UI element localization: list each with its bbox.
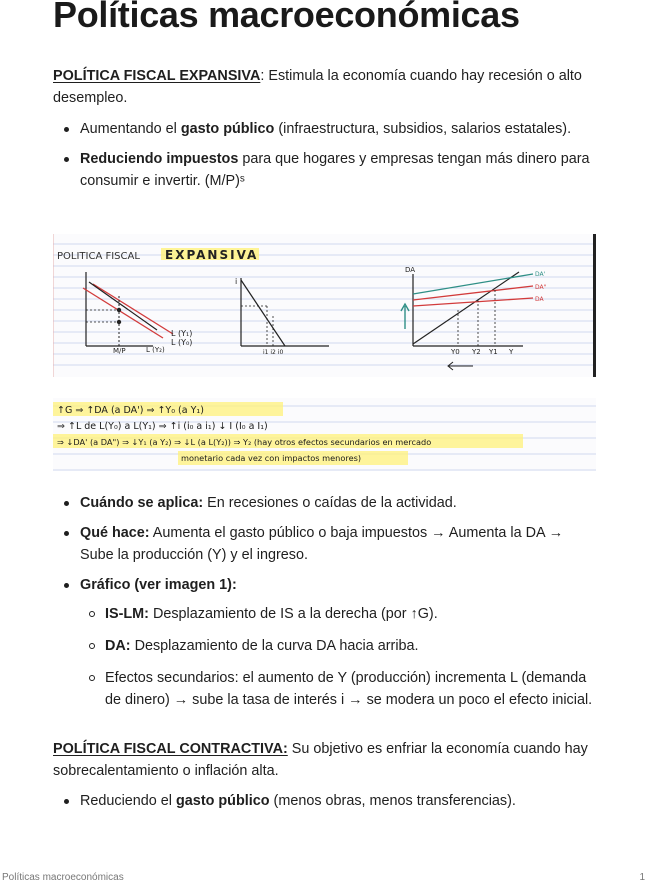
label-y2: Y2 — [472, 348, 481, 356]
label-yaxis: Y — [509, 348, 514, 356]
details-list — [80, 492, 600, 596]
bullet-text: Efectos secundarios: el aumento de Y (producción) incrementa L (demanda de dinero) → sube la tasa de interés i → se modera un poco el efecto inicial. — [105, 670, 593, 708]
label-da2: DA" — [535, 284, 547, 291]
list-item — [80, 522, 600, 566]
label-y0: Y0 — [451, 348, 460, 356]
list-item — [105, 667, 595, 711]
bullet-text: Aumenta el gasto público o baja impuestos → Aumenta la DA → Sube la producción (Y) y el ingreso. — [80, 525, 564, 563]
label-i: i — [235, 277, 238, 286]
notes-line-1: ↑G ⇒ ↑DA (a DA') ⇒ ↑Y₀ (a Y₁) — [57, 405, 204, 416]
label-mp: M/P — [113, 347, 126, 355]
label-da: DA — [405, 266, 416, 274]
bullet-bold: Qué hace: — [80, 525, 150, 541]
expansiva-heading: POLÍTICA FISCAL EXPANSIVA — [53, 68, 261, 84]
bullet-bold: Gráfico (ver imagen 1): — [80, 577, 237, 593]
sketch-title-left: POLITICA FISCAL — [57, 251, 140, 262]
list-item — [80, 148, 600, 192]
bullet-text: para que hogares y empresas tengan más dinero para consumir e invertir. (M/P)ˢ — [80, 151, 590, 189]
list-item — [80, 790, 600, 812]
label-l31: L (Y₁) — [171, 329, 193, 338]
bullet-text: Reduciendo el — [80, 793, 177, 809]
sketch-graph-image — [53, 234, 596, 377]
page-number: 1 — [639, 872, 645, 883]
label-l30: L (Y₀) — [171, 338, 193, 347]
expansiva-intro — [53, 65, 598, 109]
notes-line-3: ⇒ ↓DA' (a DA") ⇒ ↓Y₁ (a Y₂) ⇒ ↓L (a L(Y₂)) ⇒ Y₂ (hay otros efectos secundarios en mercado — [57, 437, 432, 447]
notes-line-4: monetario cada vez con impactos menores) — [181, 453, 362, 463]
bullet-text: (infraestructura, subsidios, salarios estatales). — [274, 121, 572, 137]
bullet-bold: Cuándo se aplica: — [80, 495, 204, 511]
bullet-text: Desplazamiento de IS a la derecha (por ↑G). — [148, 606, 438, 622]
label-y1: Y1 — [489, 348, 498, 356]
bullet-text: (menos obras, menos transferencias). — [269, 793, 516, 809]
label-i-values: i1 i2 i0 — [263, 349, 284, 356]
bullet-bold: gasto público — [180, 121, 275, 137]
label-da0: DA — [535, 296, 544, 303]
sketch-title-right: EXPANSIVA — [165, 248, 259, 262]
contractiva-intro — [53, 738, 598, 782]
contractiva-heading: POLÍTICA FISCAL CONTRACTIVA: — [53, 741, 288, 757]
label-da1: DA' — [535, 271, 546, 278]
list-item — [80, 118, 600, 140]
expansiva-list — [80, 118, 600, 192]
bullet-text: En recesiones o caídas de la actividad. — [203, 495, 457, 511]
bullet-bold: Reduciendo impuestos — [80, 151, 239, 167]
bullet-bold: gasto público — [176, 793, 270, 809]
contractiva-list — [80, 790, 600, 812]
bullet-bold: DA: — [105, 638, 131, 654]
bullet-text: Aumentando el — [80, 121, 181, 137]
page-title: Políticas macroeconómicas — [53, 0, 520, 35]
sketch-notes-image — [53, 398, 596, 471]
label-l2: L (Y₂) — [146, 346, 165, 354]
list-item — [80, 574, 600, 596]
list-item — [105, 635, 595, 657]
footer-title: Políticas macroeconómicas — [2, 872, 124, 883]
notes-line-2: ⇒ ↑L de L(Y₀) a L(Y₁) ⇒ ↑i (i₀ a i₁) ↓ I (I₀ a I₁) — [57, 421, 268, 432]
expansiva-intro-text: : Estimula la economía cuando hay recesión o alto desempleo. — [53, 68, 582, 106]
list-item — [105, 603, 595, 625]
bullet-bold: IS-LM: — [105, 606, 149, 622]
list-item — [80, 492, 600, 514]
bullet-text: Desplazamiento de la curva DA hacia arriba. — [130, 638, 419, 654]
contractiva-intro-text: Su objetivo es enfriar la economía cuando hay sobrecalentamiento o inflación alta. — [53, 741, 588, 779]
subdetails-list — [105, 603, 595, 711]
